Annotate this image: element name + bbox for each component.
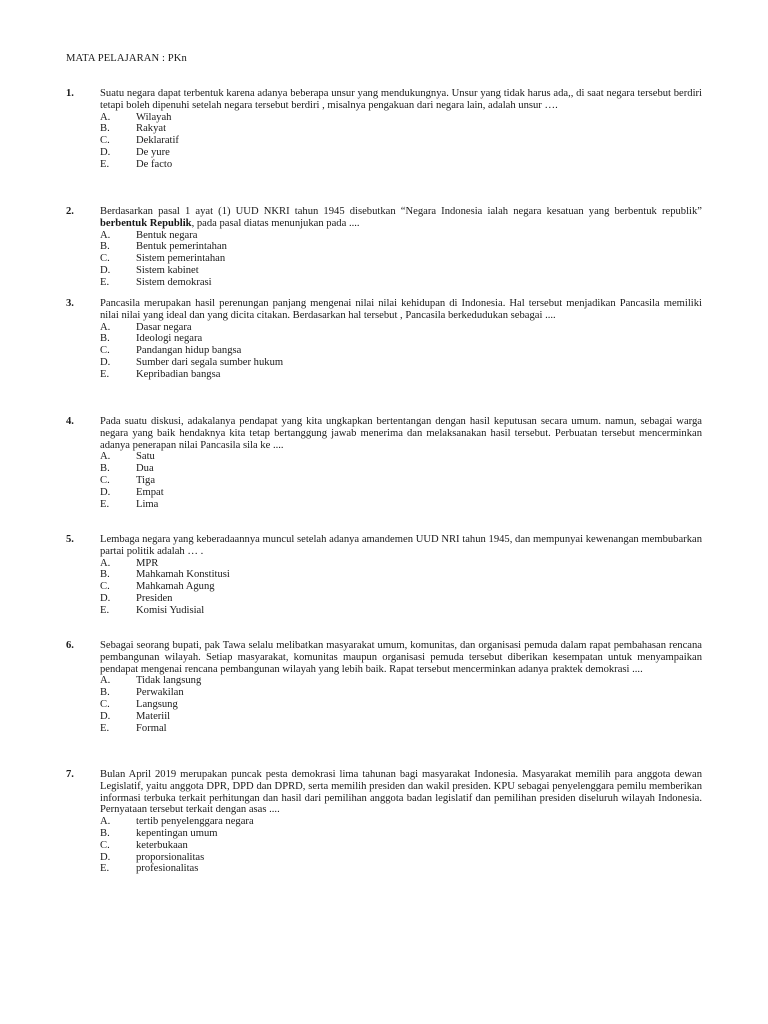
option-text: Bentuk negara [136,229,198,241]
option-d [100,147,702,159]
option-text: profesionalitas [136,863,199,875]
option-text: Ideologi negara [136,333,203,345]
question-number: 2. [66,206,74,217]
option-b [100,463,702,475]
option-text: Sistem demokrasi [136,276,212,288]
option-letter: C. [100,698,110,710]
option-letter: D. [100,710,111,722]
question-2 [66,206,702,289]
option-letter: C. [100,253,110,265]
question-number: 4. [66,416,74,427]
option-text: Dasar negara [136,321,192,333]
option-text: Sistem pemerintahan [136,253,226,265]
option-text: Satu [136,451,155,463]
option-letter: C. [100,474,110,486]
option-text: Mahkamah Agung [136,581,215,593]
option-text: Wilayah [136,111,172,123]
option-text: Lima [136,498,159,510]
option-e [100,605,702,617]
option-letter: E. [100,158,110,170]
question-number: 6. [66,640,74,651]
option-text: De facto [136,158,173,170]
option-text: Langsung [136,698,178,710]
option-b [100,569,702,581]
question-text: Lembaga negara yang keberadaannya muncul setelah adanya amandemen UUD NRI tahun 1945, dan mempunyai kewenangan membubarkan partai politik adalah … . [100,534,702,557]
option-letter: E. [100,604,110,616]
option-c [100,253,702,265]
question-3 [66,298,702,381]
option-b [100,241,702,253]
question-5 [66,534,702,617]
question-text-part: , pada pasal diatas menunjukan pada .... [191,217,360,229]
option-c [100,581,702,593]
option-letter: C. [100,345,110,357]
option-letter: E. [100,368,110,380]
option-d [100,265,702,277]
option-letter: A. [100,557,111,569]
option-c [100,345,702,357]
option-letter: E. [100,722,110,734]
option-c [100,699,702,711]
option-e [100,499,702,511]
question-number: 5. [66,534,74,545]
option-letter: A. [100,321,111,333]
option-letter: C. [100,135,110,147]
option-letter: A. [100,675,111,687]
option-letter: D. [100,356,111,368]
option-letter: B. [100,463,110,475]
option-d [100,357,702,369]
option-d [100,593,702,605]
option-letter: D. [100,146,111,158]
option-letter: C. [100,581,110,593]
question-text: Suatu negara dapat terbentuk karena adanya beberapa unsur yang mendukungnya. Unsur yang tidak harus ada,, di saat negara tersebut berdiri tetapi boleh dipenuhi setelah negara tersebut berdiri , misalnya pengakuan dari negara lain, adalah unsur …. [100,88,702,111]
subject-header: MATA PELAJARAN : PKn [66,53,187,64]
question-text: Pancasila merupakan hasil perenungan panjang mengenai nilai nilai kehidupan di Indonesia. Hal tersebut menjadikan Pancasila memiliki nilai nilai yang ideal dan yang dicita citakan. Berdasarkan hal tersebut , Pancasila berkedudukan sebagai .... [100,298,702,321]
option-a [100,451,702,463]
option-letter: D. [100,264,111,276]
option-text: Perwakilan [136,687,184,699]
option-c [100,840,702,852]
option-text: Tiga [136,474,156,486]
question-text [100,206,702,230]
option-b [100,333,702,345]
option-e [100,159,702,171]
option-d [100,487,702,499]
option-text: Sistem kabinet [136,264,199,276]
option-b [100,687,702,699]
question-number: 1. [66,88,74,99]
option-text: Rakyat [136,123,167,135]
option-a [100,230,702,242]
option-text: Dua [136,463,154,475]
option-text: MPR [136,557,159,569]
question-text-bold: berbentuk Republik [100,217,192,229]
option-c [100,135,702,147]
option-e [100,277,702,289]
option-letter: B. [100,827,110,839]
question-number: 7. [66,769,74,780]
option-letter: A. [100,229,111,241]
question-4 [66,416,702,510]
option-d [100,852,702,864]
option-a [100,112,702,124]
option-text: Pandangan hidup bangsa [136,345,242,357]
option-text: Presiden [136,592,173,604]
option-text: Empat [136,486,164,498]
option-text: Formal [136,722,167,734]
question-7 [66,769,702,875]
option-letter: C. [100,839,110,851]
option-text: Tidak langsung [136,675,202,687]
option-letter: A. [100,816,111,828]
option-d [100,711,702,723]
option-letter: D. [100,592,111,604]
question-number: 3. [66,298,74,309]
option-a [100,558,702,570]
option-text: tertib penyelenggara negara [136,816,254,828]
option-text: Materiil [136,710,171,722]
question-6 [66,640,702,734]
option-letter: A. [100,451,111,463]
option-letter: A. [100,111,111,123]
option-text: De yure [136,146,170,158]
option-text: Kepribadian bangsa [136,368,221,380]
option-text: Sumber dari segala sumber hukum [136,356,284,368]
option-c [100,475,702,487]
question-text: Sebagai seorang bupati, pak Tawa selalu melibatkan masyarakat umum, komunitas, dan organisasi pemuda dalam rapat pembahasan rencana pembangunan wilayah. Setiap masyarakat, komunitas maupun organisasi pemuda tersebut diberikan kesempatan untuk menyampaikan pendapat mengenai rencana pembangunan wilayah yang lebih baik. Rapat tersebut mencerminkan adanya praktek demokrasi .... [100,640,702,675]
option-e [100,863,702,875]
question-text: Bulan April 2019 merupakan puncak pesta demokrasi lima tahunan bagi masyarakat Indonesia. Masyarakat memilih para anggota dewan Legislatif, yaitu anggota DPR, DPD dan DPRD, serta memilih presiden dan wakil presiden. KPU sebagai penyelenggara pemilu memberikan informasi terbuka terkait perhitungan dan hasil dari pemilihan anggota badan legislatif dan pemilihan presiden diseluruh wilayah Indonesia. Pernyataan tersebut terkait dengan asas .... [100,769,702,816]
option-text: Mahkamah Konstitusi [136,569,230,581]
option-letter: B. [100,333,110,345]
option-letter: B. [100,569,110,581]
option-letter: B. [100,687,110,699]
option-e [100,369,702,381]
option-text: proporsionalitas [136,851,205,863]
option-letter: E. [100,863,110,875]
option-letter: E. [100,498,110,510]
option-text: keterbukaan [136,839,188,851]
option-letter: B. [100,241,110,253]
option-b [100,828,702,840]
option-b [100,123,702,135]
option-letter: B. [100,123,110,135]
option-text: kepentingan umum [136,827,218,839]
option-letter: D. [100,851,111,863]
option-letter: D. [100,486,111,498]
question-text: Pada suatu diskusi, adakalanya pendapat yang kita ungkapkan bertentangan dengan hasil keputusan secara umum. namun, sebagai warga negara yang baik hendaknya kita tetap bertanggung jawab menerima dan melaksanakan hasil tersebut. Perbuatan tersebut mencerminkan adanya penerapan nilai Pancasila sila ke .... [100,416,702,451]
option-a [100,675,702,687]
option-a [100,322,702,334]
option-text: Bentuk pemerintahan [136,241,227,253]
option-e [100,723,702,735]
option-text: Deklaratif [136,135,179,147]
question-text-part: Berdasarkan pasal 1 ayat (1) UUD NKRI tahun 1945 disebutkan “Negara Indonesia ialah negara kesatuan yang berbentuk republik” [100,206,702,217]
option-letter: E. [100,276,110,288]
option-text: Komisi Yudisial [136,604,205,616]
question-1 [66,88,702,171]
option-a [100,816,702,828]
